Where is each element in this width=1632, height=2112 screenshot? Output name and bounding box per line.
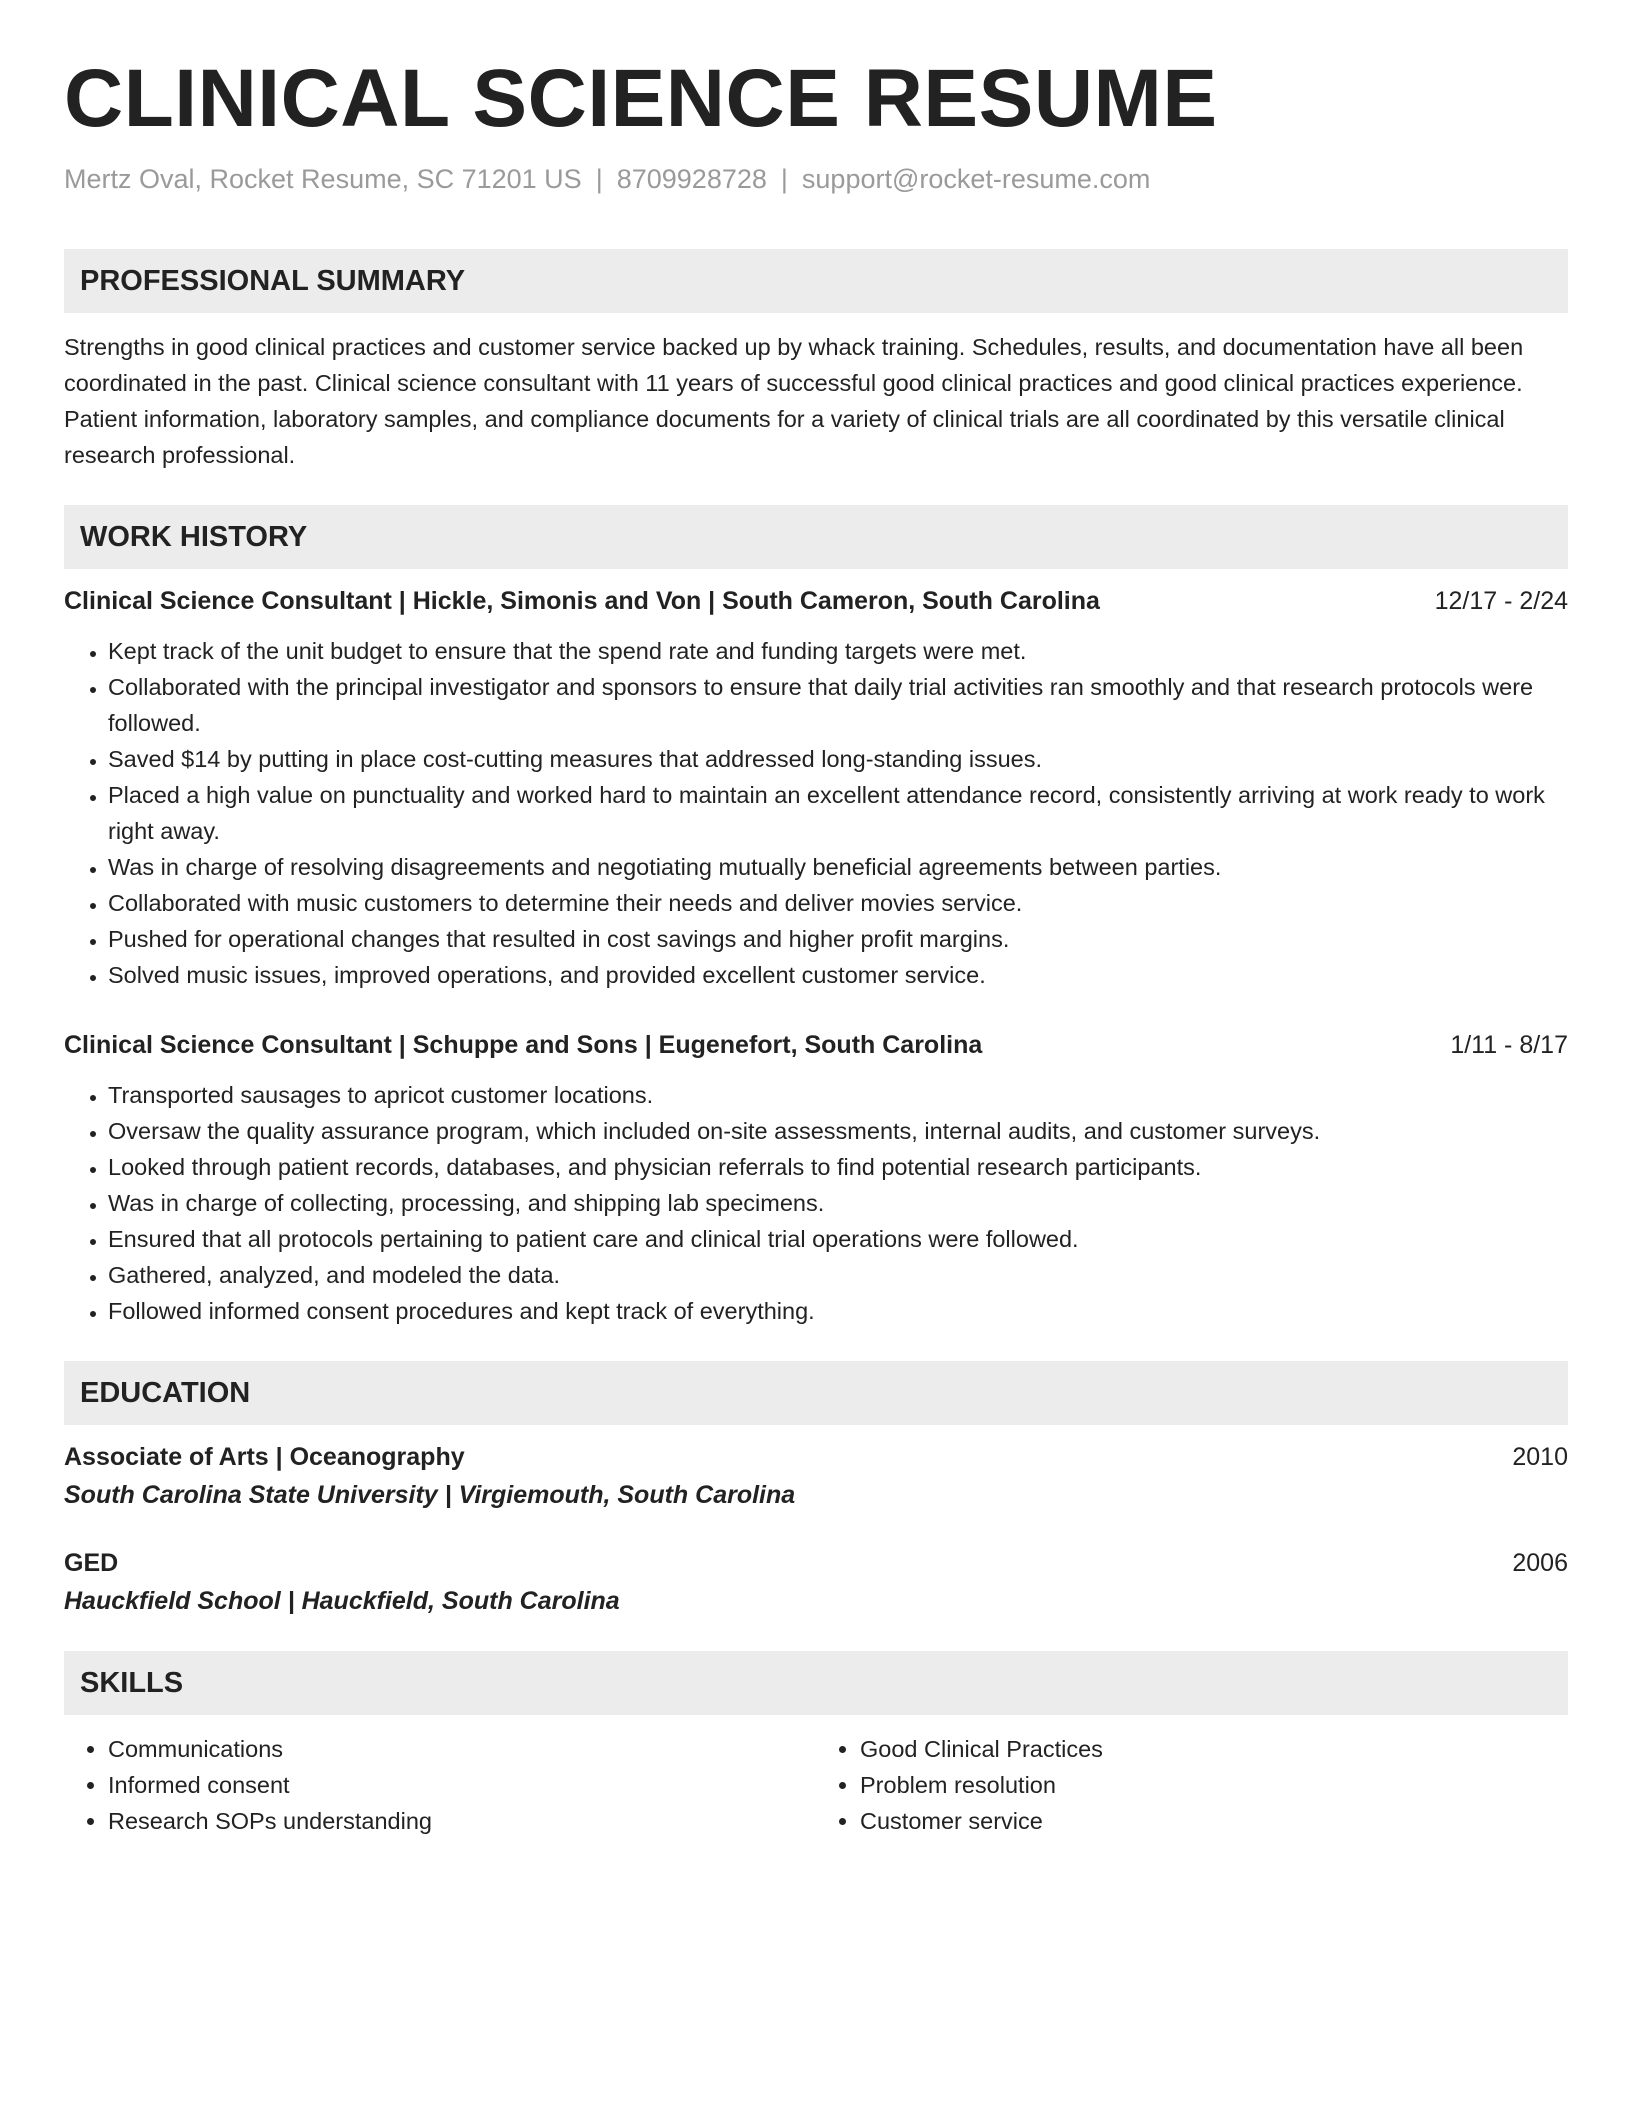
education-degree: GED — [64, 1549, 119, 1578]
job-title: Clinical Science Consultant | Hickle, Simonis and Von | South Cameron, South Carolina — [64, 587, 1100, 616]
list-item: • Was in charge of resolving disagreements and negotiating mutually beneficial agreements between parties. — [108, 849, 1568, 885]
job-bullets — [64, 1077, 1568, 1329]
education-header — [64, 1439, 1568, 1475]
list-item: • Was in charge of collecting, processing, and shipping lab specimens. — [108, 1185, 1568, 1221]
section-header-education: EDUCATION — [64, 1361, 1568, 1425]
list-item: • Collaborated with the principal investigator and sponsors to ensure that daily trial activities ran smoothly and that research protocols were followed. — [108, 669, 1568, 741]
list-item: • Followed informed consent procedures and kept track of everything. — [108, 1293, 1568, 1329]
section-header-work-history: WORK HISTORY — [64, 505, 1568, 569]
contact-separator: | — [595, 164, 603, 195]
summary-text: Strengths in good clinical practices and customer service backed up by whack training. Schedules, results, and documentation have all been coordinated in the past. Clinical science consultant with 11 years of successful good clinical practices and good clinical practices experience. Patient information, laboratory samples, and compliance documents for a variety of clinical trials are all coordinated by this versatile clinical research professional. — [64, 334, 1524, 469]
job-dates: 12/17 - 2/24 — [1434, 587, 1568, 616]
contact-phone: 8709928728 — [616, 164, 767, 195]
education-year: 2006 — [1512, 1549, 1568, 1578]
skills-list — [64, 1731, 1568, 1839]
list-item: • Looked through patient records, databases, and physician referrals to find potential research participants. — [108, 1149, 1568, 1185]
section-header-summary: PROFESSIONAL SUMMARY — [64, 249, 1568, 313]
education-year: 2010 — [1512, 1443, 1568, 1472]
list-item: • Transported sausages to apricot customer locations. — [108, 1077, 1568, 1113]
job-header — [64, 583, 1568, 619]
list-item: • Placed a high value on punctuality and worked hard to maintain an excellent attendance record, consistently arriving at work ready to work right away. — [108, 777, 1568, 849]
list-item: • Pushed for operational changes that resulted in cost savings and higher profit margins. — [108, 921, 1568, 957]
education-entry — [64, 1545, 1568, 1621]
job-entry — [64, 1027, 1568, 1329]
job-header — [64, 1027, 1568, 1063]
job-title: Clinical Science Consultant | Schuppe and Sons | Eugenefort, South Carolina — [64, 1031, 983, 1060]
list-item: • Ensured that all protocols pertaining to patient care and clinical trial operations were followed. — [108, 1221, 1568, 1257]
contact-email: support@rocket-resume.com — [801, 164, 1151, 195]
list-item: • Good Clinical Practices — [860, 1731, 1568, 1767]
list-item: • Solved music issues, improved operations, and provided excellent customer service. — [108, 957, 1568, 993]
list-item: • Communications — [108, 1731, 816, 1767]
list-item: • Oversaw the quality assurance program, which included on-site assessments, internal audits, and customer surveys. — [108, 1113, 1568, 1149]
list-item: • Saved $14 by putting in place cost-cutting measures that addressed long-standing issues. — [108, 741, 1568, 777]
job-dates: 1/11 - 8/17 — [1450, 1031, 1568, 1060]
skills-column-left — [64, 1731, 816, 1839]
contact-address: Mertz Oval, Rocket Resume, SC 71201 US — [64, 164, 582, 195]
education-degree: Associate of Arts | Oceanography — [64, 1443, 465, 1472]
list-item: • Problem resolution — [860, 1767, 1568, 1803]
page-title: CLINICAL SCIENCE RESUME — [64, 53, 1218, 144]
education-entry — [64, 1439, 1568, 1515]
skills-column-right — [816, 1731, 1568, 1839]
job-bullets — [64, 633, 1568, 993]
contact-line — [64, 162, 1568, 197]
list-item: • Gathered, analyzed, and modeled the data. — [108, 1257, 1568, 1293]
list-item: • Kept track of the unit budget to ensure that the spend rate and funding targets were met. — [108, 633, 1568, 669]
education-school: Hauckfield School | Hauckfield, South Carolina — [64, 1587, 620, 1616]
list-item: • Research SOPs understanding — [108, 1803, 816, 1839]
list-item: • Informed consent — [108, 1767, 816, 1803]
list-item: • Collaborated with music customers to determine their needs and deliver movies service. — [108, 885, 1568, 921]
education-header — [64, 1545, 1568, 1581]
section-header-skills: SKILLS — [64, 1651, 1568, 1715]
list-item: • Customer service — [860, 1803, 1568, 1839]
job-entry — [64, 583, 1568, 993]
contact-separator: | — [780, 164, 788, 195]
education-school: South Carolina State University | Virgiemouth, South Carolina — [64, 1481, 796, 1510]
